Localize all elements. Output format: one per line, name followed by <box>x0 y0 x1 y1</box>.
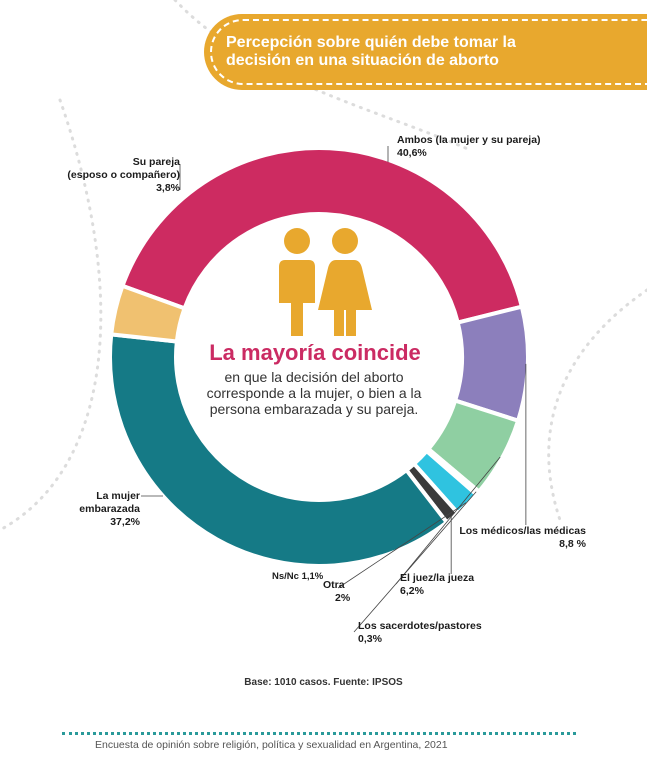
label-nsnc: Ns/Nc 1,1% <box>272 571 324 582</box>
people-icon <box>279 228 372 336</box>
chart-title: Percepción sobre quién debe tomar la decisión en una situación de aborto <box>226 34 516 69</box>
footer-caption: Encuesta de opinión sobre religión, política y sexualidad en Argentina, 2021 <box>95 739 448 751</box>
base-note: Base: 1010 casos. Fuente: IPSOS <box>244 677 403 688</box>
center-body-text: en que la decisión del aborto corresponde a la mujer, o bien a la persona embarazada y su pareja. <box>206 369 422 417</box>
label-medicos: Los médicos/las médicas 8,8 % <box>459 525 586 550</box>
label-otra: Otra 2% <box>323 579 351 604</box>
label-juez: El juez/la jueza 6,2% <box>400 572 475 597</box>
label-ambos: Ambos (la mujer y su pareja) 40,6% <box>397 134 541 159</box>
footer-divider <box>62 732 576 735</box>
center-headline: La mayoría coincide <box>209 340 421 365</box>
label-pareja: Su pareja (esposo o compañero) 3,8% <box>67 156 180 194</box>
label-sacerdotes: Los sacerdotes/pastores 0,3% <box>358 620 482 645</box>
label-mujer: La mujer embarazada 37,2% <box>79 490 140 528</box>
